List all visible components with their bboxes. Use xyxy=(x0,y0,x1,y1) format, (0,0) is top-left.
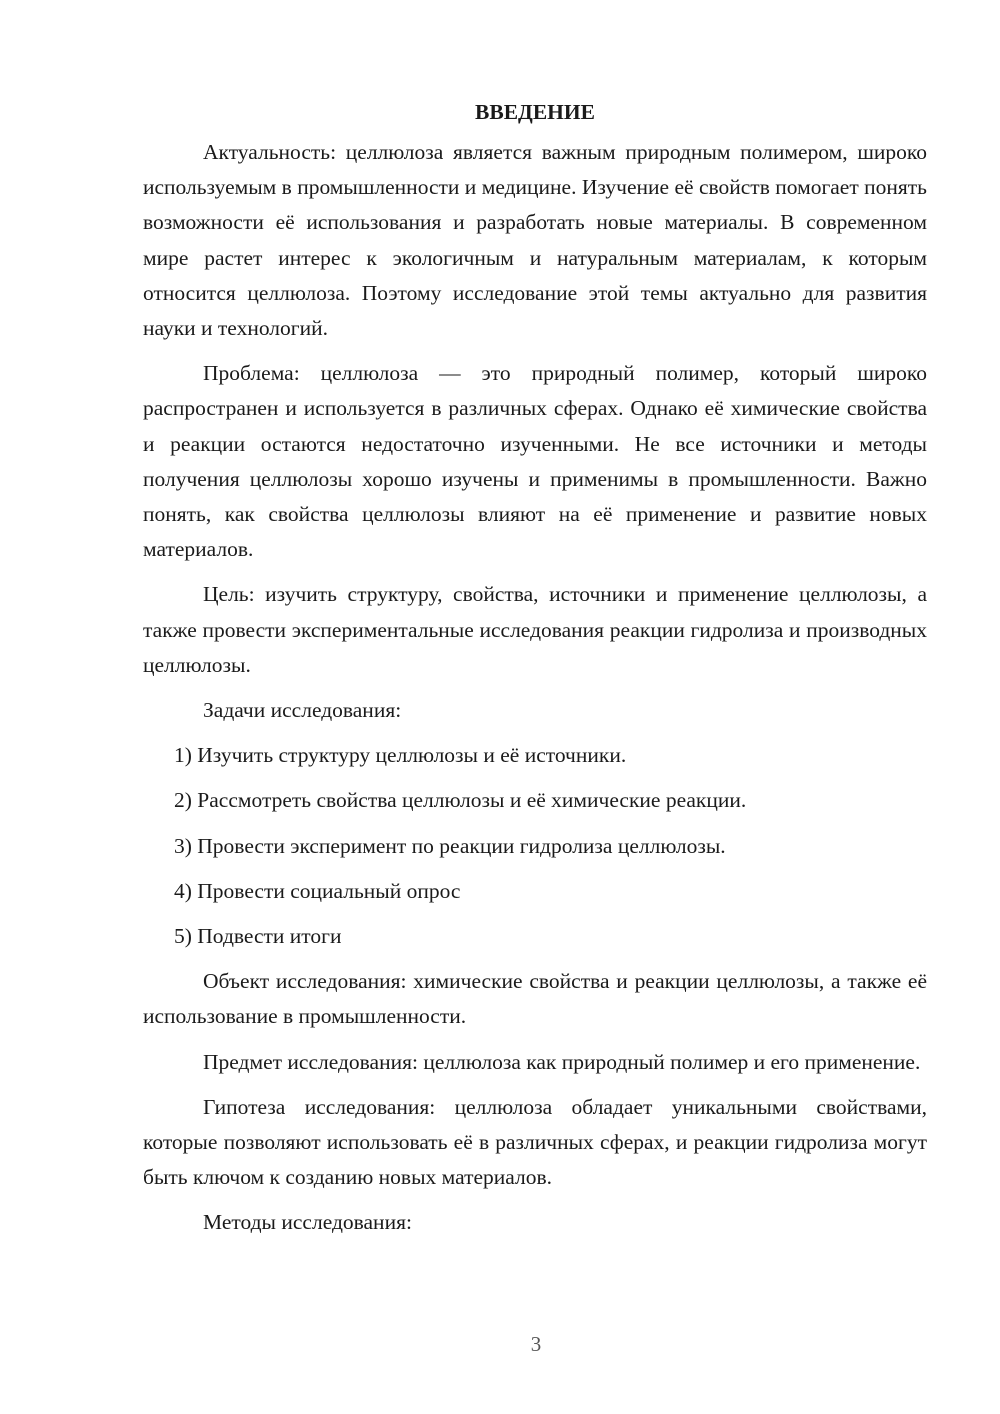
hypothesis-paragraph: Гипотеза исследования: целлюлоза обладает уникальными свойствами, которые позволяют использовать её в различных сферах, и реакции гидролиза могут быть ключом к созданию новых материалов. xyxy=(143,1094,927,1190)
object-paragraph: Объект исследования: химические свойства и реакции целлюлозы, а также её использование в промышленности. xyxy=(143,969,927,1029)
document-body xyxy=(143,95,927,1251)
page-title: ВВЕДЕНИЕ xyxy=(475,100,595,124)
task-item: 5) Подвести итоги xyxy=(174,924,342,949)
task-item: 4) Провести социальный опрос xyxy=(174,878,461,903)
goal-paragraph: Цель: изучить структуру, свойства, источники и применение целлюлозы, а также провести экспериментальные исследования реакции гидролиза и производных целлюлозы. xyxy=(143,582,927,677)
task-item: 2) Рассмотреть свойства целлюлозы и её химические реакции. xyxy=(174,788,747,813)
methods-heading: Методы исследования: xyxy=(203,1210,412,1235)
task-item: 1) Изучить структуру целлюлозы и её источники. xyxy=(174,743,627,768)
relevance-paragraph: Актуальность: целлюлоза является важным природным полимером, широко используемым в промышленности и медицине. Изучение её свойств помогает понять возможности её использования и разработать новые материалы. В современном мире растет интерес к экологичным и натуральным материалам, к которым относится целлюлоза. Поэтому исследование этой темы актуально для развития науки и технологий. xyxy=(143,140,927,341)
problem-paragraph: Проблема: целлюлоза — это природный полимер, который широко распространен и используется в различных сферах. Однако её химические свойства и реакции остаются недостаточно изученными. Не все источники и методы получения целлюлозы хорошо изучены и применимы в промышленности. Важно понять, как свойства целлюлозы влияют на её применение и развитие новых материалов. xyxy=(143,361,927,562)
task-item: 3) Провести эксперимент по реакции гидролиза целлюлозы. xyxy=(174,833,726,858)
tasks-heading: Задачи исследования: xyxy=(203,698,402,723)
subject-paragraph: Предмет исследования: целлюлоза как природный полимер и его применение. xyxy=(203,1049,921,1074)
tasks-list xyxy=(143,738,927,954)
page-number: 3 xyxy=(530,1332,542,1356)
